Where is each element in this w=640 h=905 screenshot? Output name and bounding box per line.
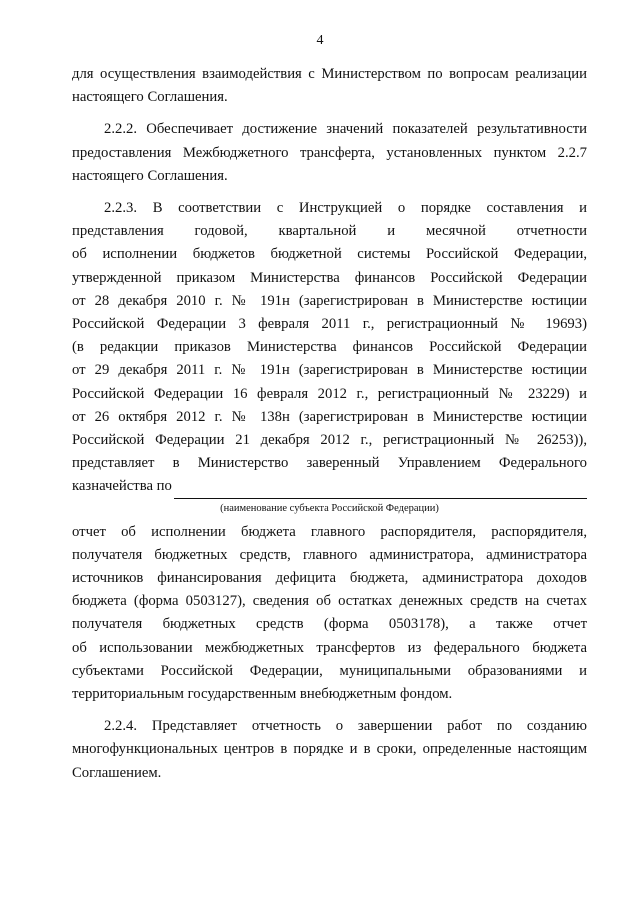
text-line: 2.2.2. Обеспечивает достижение значений показателей результативности xyxy=(104,121,587,138)
fill-in-line xyxy=(72,475,587,498)
text-line: для осуществления взаимодействия с Министерством по вопросам реализации xyxy=(72,66,587,82)
document-body xyxy=(72,63,587,785)
fill-in-blank xyxy=(174,481,587,499)
text-line: бюджета (форма 0503127), сведения об остатках денежных средств на счетах xyxy=(72,593,587,610)
text-line: получателя бюджетных средств (форма 0503178), а также отчет xyxy=(72,616,587,633)
text-line: 2.2.3. В соответствии с Инструкцией о порядке составления и xyxy=(104,200,587,217)
text-line: 2.2.4. Представляет отчетность о завершении работ по созданию xyxy=(104,718,587,735)
text-line: Российской Федерации 16 февраля 2012 г., регистрационный № 23229) и xyxy=(72,385,587,402)
page-number: 4 xyxy=(316,33,324,48)
text-line: территориальным государственным внебюджетным фондом. xyxy=(72,686,453,703)
text-line: представления годовой, квартальной и месячной отчетности xyxy=(72,223,587,240)
text-line: от 28 декабря 2010 г. № 191н (зарегистрирован в Министерстве юстиции xyxy=(72,292,587,309)
paragraph-2-2-2 xyxy=(72,118,587,188)
text-line: Российской Федерации 3 февраля 2011 г., регистрационный № 19693) xyxy=(72,316,587,333)
paragraph-2-2-3 xyxy=(72,197,587,706)
text-line: отчет об исполнении бюджета главного распорядителя, распорядителя, xyxy=(72,523,587,540)
fill-in-prefix: казначейства по xyxy=(72,478,172,495)
text-line: об использовании межбюджетных трансфертов из федерального бюджета xyxy=(72,639,587,656)
text-line: (в редакции приказов Министерства финансов Российской Федерации xyxy=(72,339,587,356)
text-line: источников финансирования дефицита бюджета, администратора доходов xyxy=(72,570,587,587)
text-line: Соглашением. xyxy=(72,764,162,781)
paragraph-2-2-4 xyxy=(72,715,587,785)
text-line: предоставления Межбюджетного трансферта, установленных пунктом 2.2.7 xyxy=(72,144,587,161)
text-line: многофункциональных центров в порядке и в сроки, определенные настоящим xyxy=(72,741,587,758)
text-line: настоящего Соглашения. xyxy=(72,167,228,184)
fill-in-caption: (наименование субъекта Российской Федерации) xyxy=(220,502,439,514)
paragraph-continuation xyxy=(72,63,587,109)
text-line: от 29 декабря 2011 г. № 191н (зарегистрирован в Министерстве юстиции xyxy=(72,362,587,379)
text-line: Российской Федерации 21 декабря 2012 г., регистрационный № 26253)), xyxy=(72,432,587,449)
text-line: настоящего Соглашения. xyxy=(72,89,228,106)
text-line: представляет в Министерство заверенный Управлением Федерального xyxy=(72,455,587,472)
text-line: получателя бюджетных средств, главного администратора, администратора xyxy=(72,546,587,563)
text-line: от 26 октября 2012 г. № 138н (зарегистрирован в Министерстве юстиции xyxy=(72,408,587,425)
text-line: субъектами Российской Федерации, муниципальными образованиями и xyxy=(72,662,587,679)
text-line: об исполнении бюджетов бюджетной системы Российской Федерации, xyxy=(72,246,587,263)
text-line: утвержденной приказом Министерства финансов Российской Федерации xyxy=(72,269,587,286)
